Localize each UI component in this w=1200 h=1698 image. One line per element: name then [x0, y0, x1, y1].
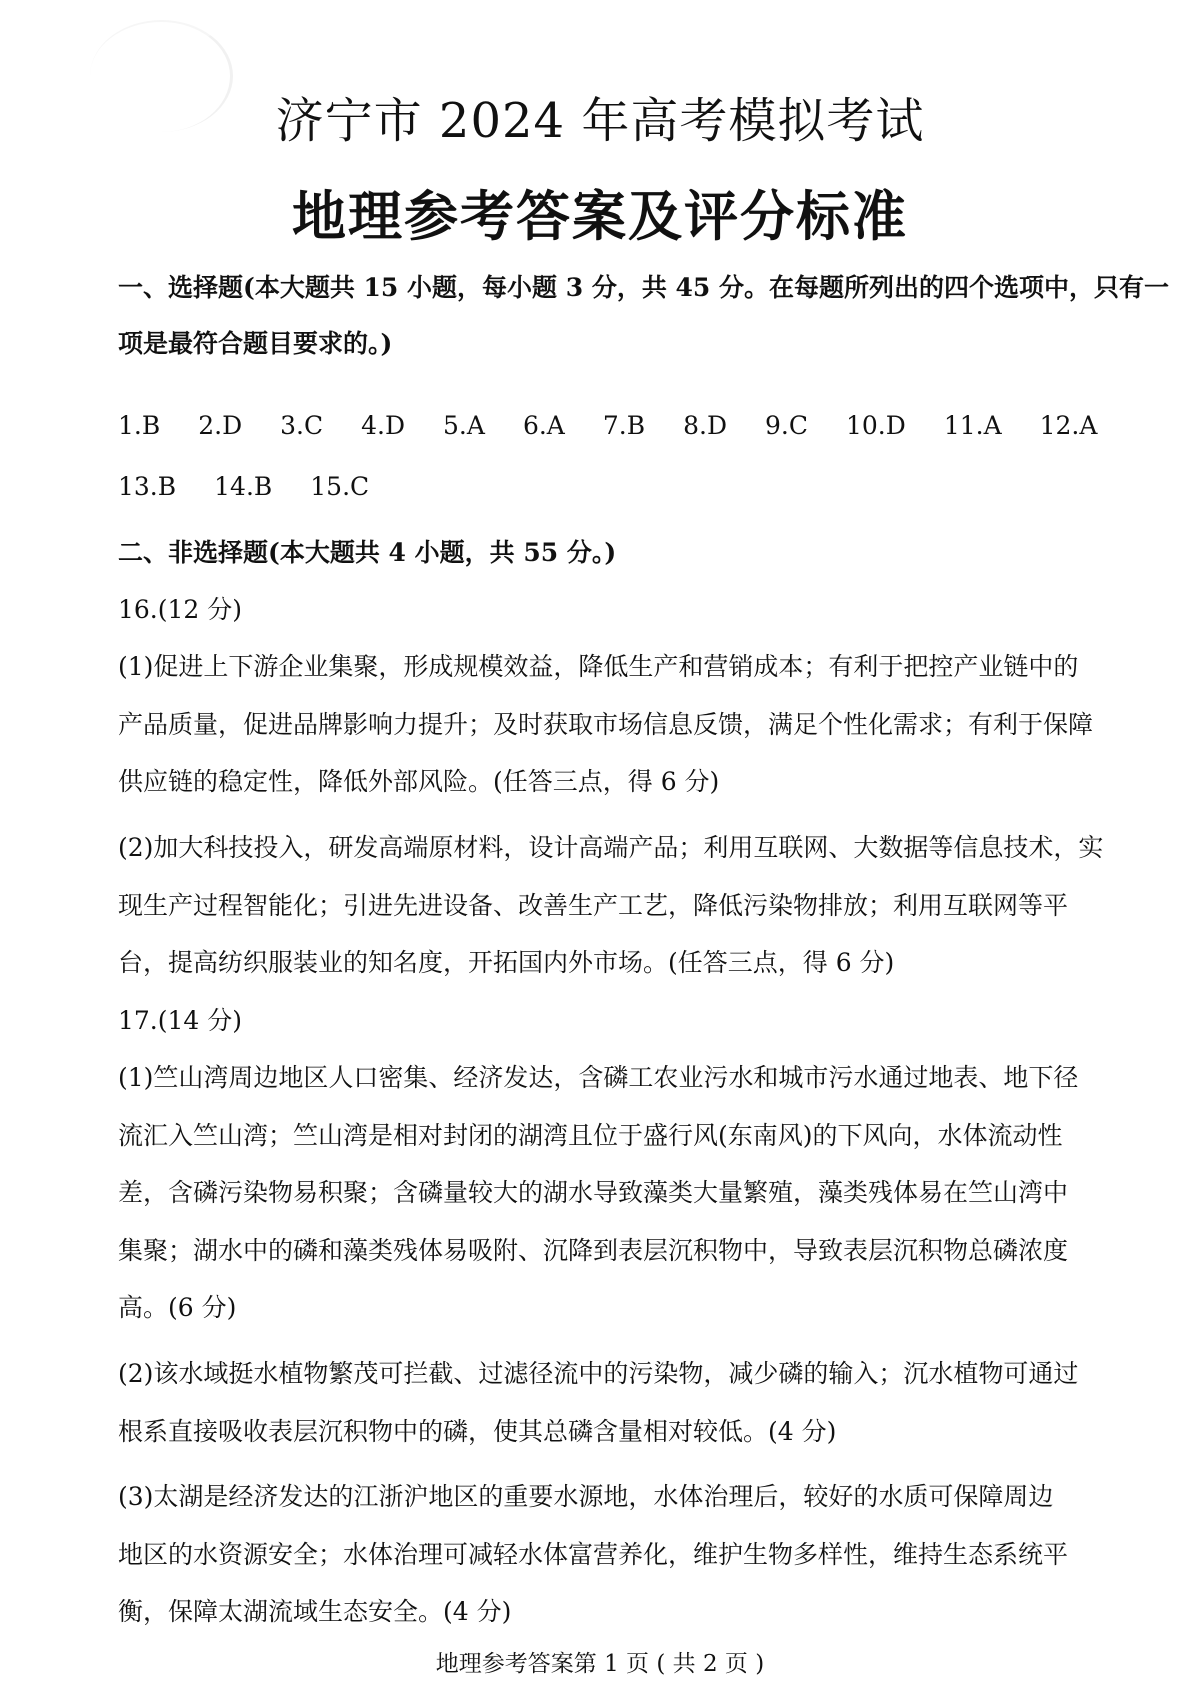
answer-item: 14.B: [214, 472, 273, 501]
q17-line: 差，含磷污染物易积聚；含磷量较大的湖水导致藻类大量繁殖，藻类残体易在竺山湾中: [118, 1178, 1069, 1207]
answer-item: 4.D: [361, 411, 406, 440]
document-subtitle: 地理参考答案及评分标准: [292, 184, 908, 248]
q17-header: 17.(14 分): [118, 1006, 243, 1035]
q16-line: 产品质量，促进品牌影响力提升；及时获取市场信息反馈，满足个性化需求；有利于保障: [118, 710, 1094, 739]
exam-title: 济宁市 2024 年高考模拟考试: [275, 93, 925, 149]
q16-line: (1)促进上下游企业集聚，形成规模效益，降低生产和营销成本；有利于把控产业链中的: [118, 652, 1079, 681]
answer-item: 9.C: [765, 411, 808, 440]
answer-item: 13.B: [118, 472, 177, 501]
answer-item: 2.D: [198, 411, 243, 440]
q16-line: (2)加大科技投入，研发高端原材料，设计高端产品；利用互联网、大数据等信息技术，实: [118, 833, 1104, 862]
q17-line: 根系直接吸收表层沉积物中的磷，使其总磷含量相对较低。(4 分): [118, 1417, 837, 1446]
answer-item: 12.A: [1039, 411, 1098, 440]
answer-item: 5.A: [443, 411, 485, 440]
answer-item: 3.C: [280, 411, 324, 440]
section1-heading-line2: 项是最符合题目要求的。): [118, 329, 393, 358]
q16-line: 现生产过程智能化；引进先进设备、改善生产工艺，降低污染物排放；利用互联网等平: [118, 891, 1069, 920]
q17-line: (1)竺山湾周边地区人口密集、经济发达，含磷工农业污水和城市污水通过地表、地下径: [118, 1063, 1079, 1092]
q16-header: 16.(12 分): [118, 595, 243, 624]
q17-line: 地区的水资源安全；水体治理可减轻水体富营养化，维护生物多样性，维持生态系统平: [118, 1540, 1069, 1569]
q16-line: 台，提高纺织服装业的知名度，开拓国内外市场。(任答三点，得 6 分): [118, 948, 895, 977]
q17-line: 衡，保障太湖流域生态安全。(4 分): [118, 1597, 512, 1626]
q16-line: 供应链的稳定性，降低外部风险。(任答三点，得 6 分): [118, 767, 720, 796]
answer-item: 11.A: [943, 411, 1002, 440]
q17-line: (2)该水域挺水植物繁茂可拦截、过滤径流中的污染物，减少磷的输入；沉水植物可通过: [118, 1359, 1079, 1388]
answer-item: 15.C: [310, 472, 370, 501]
answer-item: 7.B: [602, 411, 646, 440]
answer-item: 6.A: [522, 411, 565, 440]
answer-item: 10.D: [846, 411, 906, 440]
q17-line: 集聚；湖水中的磷和藻类残体易吸附、沉降到表层沉积物中，导致表层沉积物总磷浓度: [118, 1236, 1069, 1265]
answer-item: 8.D: [683, 411, 728, 440]
q17-line: 流汇入竺山湾；竺山湾是相对封闭的湖湾且位于盛行风(东南风)的下风向，水体流动性: [118, 1121, 1063, 1150]
section1-heading-line1: 一、选择题(本大题共 15 小题，每小题 3 分，共 45 分。在每题所列出的四个选项中，只有一: [118, 273, 1170, 302]
page-footer: 地理参考答案第 1 页 ( 共 2 页 ): [435, 1651, 765, 1677]
answer-item: 1.B: [118, 411, 161, 440]
choice-answers: [118, 411, 1148, 501]
section2-heading: 二、非选择题(本大题共 4 小题，共 55 分。): [118, 538, 617, 567]
q17-line: (3)太湖是经济发达的江浙沪地区的重要水源地，水体治理后，较好的水质可保障周边: [118, 1482, 1054, 1511]
q17-line: 高。(6 分): [118, 1293, 237, 1322]
